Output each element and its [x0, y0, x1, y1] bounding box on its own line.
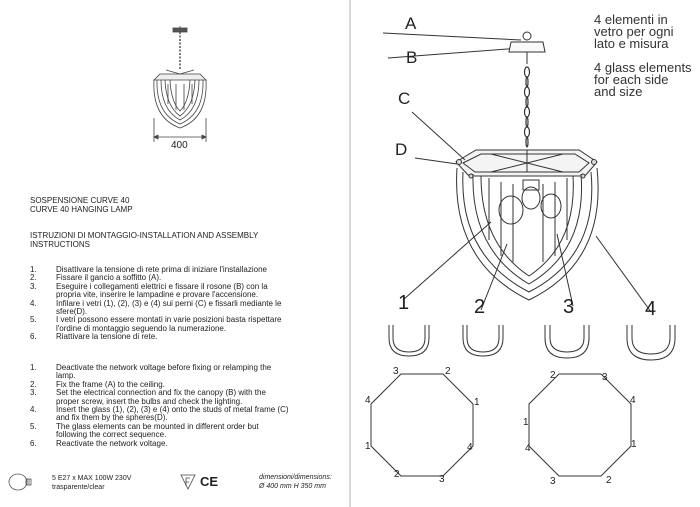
step-en-4: 4. Insert the glass (1), (2), (3) e (4) onto the studs of metal frame (C) and fix them by the spheres(D). — [30, 405, 289, 423]
octagon-right-label: 2 — [550, 370, 556, 381]
octagon-right-label: 4 — [525, 443, 531, 454]
note-italian: 4 elementi in vetro per ogni lato e misura — [594, 12, 674, 51]
bulb-spec: 5 E27 x MAX 100W 230V — [52, 475, 132, 482]
step-en-6: 6. Reactivate the network voltage. — [30, 438, 168, 448]
octagon-right-label: 3 — [602, 372, 608, 383]
step-it-2: 2. Fissare il gancio a soffitto (A). — [30, 273, 162, 283]
octagon-right-label: 2 — [606, 475, 612, 486]
step-it-5: 5. I vetri possono essere montati in varie posizioni basta rispettare l'ordine di montaggio seguendo la numerazione. — [30, 315, 282, 333]
step-en-5: 5. The glass elements can be mounted in different order but following the correct sequence. — [30, 421, 259, 440]
step-it-1: 1. Disattivare la tensione di rete prima di iniziare l'installazione — [30, 265, 267, 274]
glass-number-2: 2 — [474, 296, 486, 318]
step-it-4: 4. Infilare i vetri (1), (2), (3) e (4) sui perni (C) e fissarli mediante le sfere(D). — [30, 298, 282, 317]
step-it-6: 6. Riattivare la tensione di rete. — [30, 332, 158, 342]
octagon-right-label: 3 — [550, 476, 556, 487]
right-page — [351, 0, 700, 507]
product-name-it: SOSPENSIONE CURVE 40 — [30, 196, 130, 205]
octagon-right-label: 1 — [523, 417, 529, 428]
glass-number-1: 1 — [398, 292, 410, 314]
ce-mark: CE — [200, 474, 219, 489]
instructions-title-2: INSTRUCTIONS — [30, 240, 90, 249]
octagon-left-label: 2 — [394, 469, 400, 480]
glass-number-3: 3 — [563, 296, 575, 318]
label-c: C — [398, 89, 411, 108]
step-en-1: 1. Deactivate the network voltage before fixing or relamping the lamp. — [30, 363, 272, 381]
glass-type: trasparente/clear — [52, 484, 105, 491]
instructions-title: ISTRUZIONI DI MONTAGGIO-INSTALLATION AND ASSEMBLY — [30, 231, 259, 240]
f-mark-icon — [0, 0, 349, 507]
octagon-left-label: 3 — [439, 474, 445, 485]
octagon-left-label: 1 — [365, 441, 371, 452]
note-english: 4 glass elements for each side and size — [594, 60, 692, 99]
octagon-right-label: 1 — [631, 439, 637, 450]
width-dimension: 400 — [171, 140, 188, 151]
octagon-left-label: 1 — [474, 397, 480, 408]
octagon-left-label: 3 — [393, 366, 399, 377]
step-en-3: 3. Set the electrical connection and fix the canopy (B) with the proper screw, insert the bulbs and check the lighting. — [30, 388, 266, 406]
product-name-en: CURVE 40 HANGING LAMP — [30, 205, 133, 214]
glass-number-4: 4 — [645, 298, 657, 320]
label-a: A — [405, 14, 417, 33]
left-page — [0, 0, 349, 507]
octagon-right-label: 4 — [630, 395, 636, 406]
octagon-left-label: 4 — [365, 395, 371, 406]
octagon-left-label: 4 — [467, 442, 473, 453]
dimensions-value: Ø 400 mm H 350 mm — [259, 483, 326, 490]
octagon-left-label: 2 — [445, 366, 451, 377]
dimensions-label: dimensioni/dimensions: — [259, 474, 332, 481]
step-it-3: 3. Eseguire i collegamenti elettrici e fissare il rosone (B) con la propria vite, inserire le lampadine e provare l'accensione. — [30, 281, 268, 300]
label-d: D — [395, 140, 408, 159]
step-en-2: 2. Fix the frame (A) to the ceiling. — [30, 379, 165, 389]
label-b: B — [406, 48, 418, 67]
